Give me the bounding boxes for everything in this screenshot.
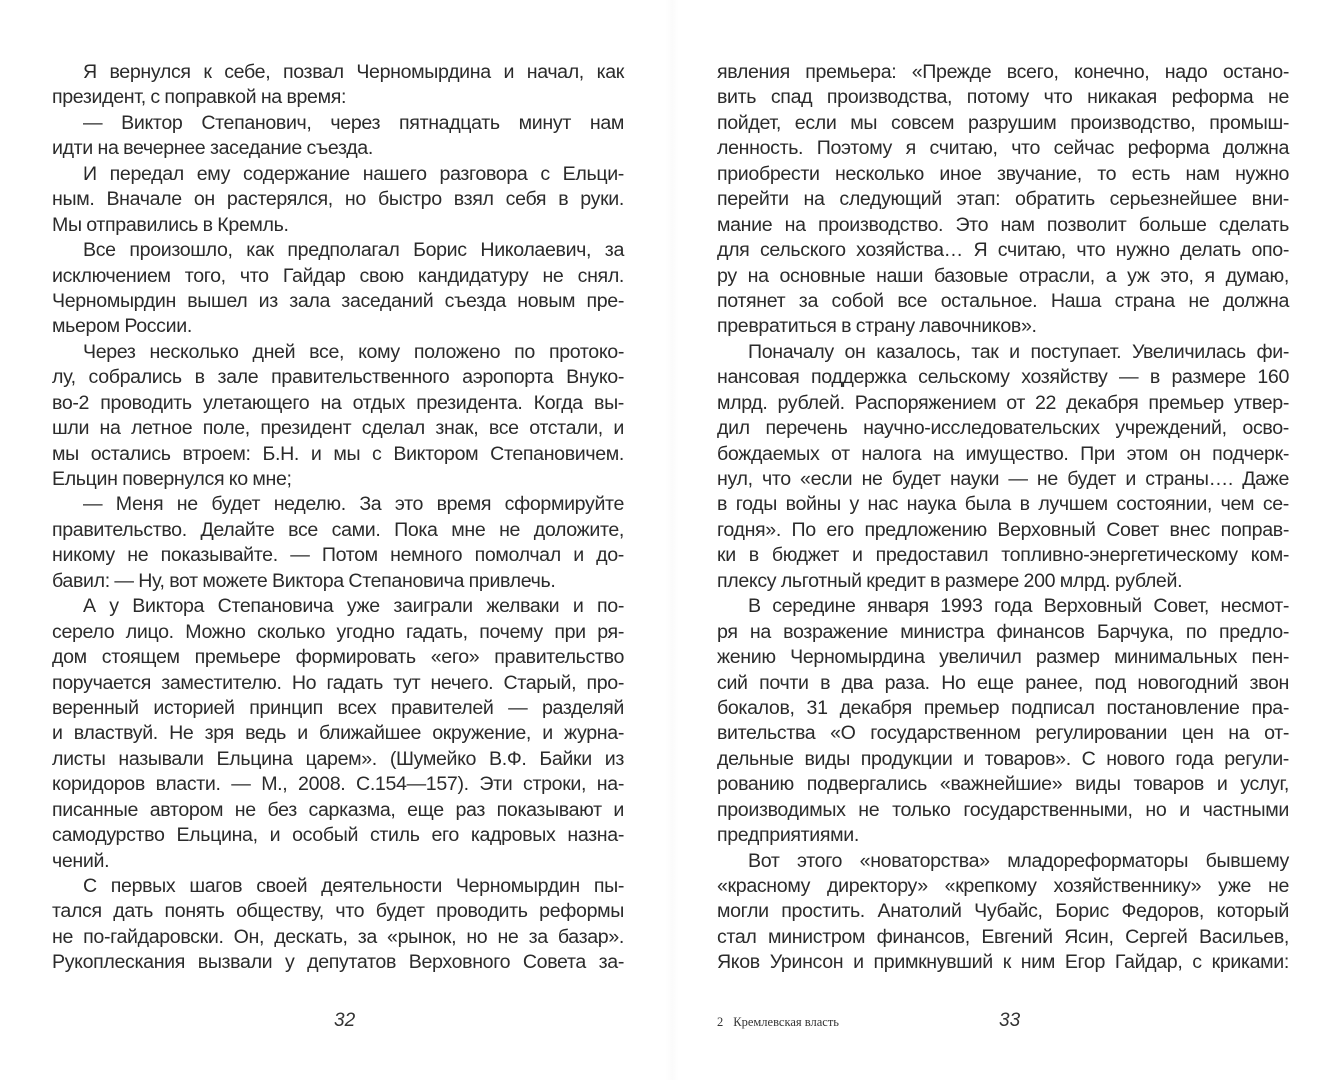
printer-signature-mark xyxy=(717,1015,849,1030)
text-line: Яков Уринсон и примкнувший к ним Егор Гайдар, с криками: xyxy=(717,951,1289,974)
text-line: стал министром финансов, Евгений Ясин, Сергей Васильев, xyxy=(717,925,1289,948)
text-line: явления премьера: «Прежде всего, конечно, надо остано- xyxy=(717,61,1289,83)
text-line: поручается заместителю. Но гадать тут нечего. Старый, про- xyxy=(52,671,624,694)
text-line: и властвуй. Не зря ведь и ближайшее окружение, и журна- xyxy=(52,722,624,745)
text-line: самодурство Ельцина, и особый стиль его кадровых назна- xyxy=(52,824,624,847)
text-line: «красному директору» «крепкому хозяйственнику» уже не xyxy=(717,875,1289,897)
text-line: ря на возражение министра финансов Барчука, по предло- xyxy=(717,620,1289,643)
text-line: лу, собрались в зале правительственного аэропорта Внуко- xyxy=(52,366,624,389)
text-line: тался дать понять обществу, что будет проводить реформы xyxy=(52,900,624,923)
signature-number: 2 xyxy=(717,1015,724,1029)
text-line: млрд. рублей. Распоряжением от 22 декабря премьер утвер- xyxy=(717,391,1289,414)
text-line: коридоров власти. — М., 2008. С.154—157). Эти строки, на- xyxy=(52,773,624,796)
text-line: годня». По его предложению Верховный Совет внес поправ- xyxy=(717,518,1289,541)
text-line: нансовая поддержка сельскому хозяйству — в размере 160 xyxy=(717,366,1289,389)
text-line: С первых шагов своей деятельности Черномырдин пы- xyxy=(83,875,624,897)
text-line: Поначалу он казалось, так и поступает. Увеличилась фи- xyxy=(748,340,1289,363)
text-line: серело лицо. Можно сколько угодно гадать, почему при ря- xyxy=(52,620,624,643)
text-line: А у Виктора Степановича уже заиграли желваки и по- xyxy=(83,595,624,618)
text-line: — Меня не будет неделю. За это время сформируйте xyxy=(83,493,624,516)
text-line: потянет за собой все остальное. Наша страна не должна xyxy=(717,289,1289,312)
text-line: — Виктор Степанович, через пятнадцать минут нам xyxy=(83,111,624,134)
text-line: дом стоящем премьере формировать «его» правительство xyxy=(52,646,624,669)
text-line: плексу льготный кредит в размере 200 млрд. рублей. xyxy=(717,569,1183,592)
text-line: нул, что «если не будет науки — не будет и страны…. Даже xyxy=(717,468,1289,490)
text-line: бождаемых от налога на имущество. При этом он подчерк- xyxy=(717,442,1289,465)
text-line: мьером России. xyxy=(52,315,192,338)
text-line: в годы войны у нас наука была в лучшем состоянии, чем се- xyxy=(717,493,1289,516)
text-line: сий почти в два раза. Но еще ранее, под новогодний звон xyxy=(717,671,1289,694)
text-line: Рукоплескания вызвали у депутатов Верховного Совета за- xyxy=(52,951,624,974)
text-line: ленность. Поэтому я считаю, что сейчас реформа должна xyxy=(717,137,1289,160)
text-line: вительства «О государственном регулировании цен на от- xyxy=(717,722,1289,745)
text-line: перейти на следующий этап: обратить серьезнейшее вни- xyxy=(717,188,1289,211)
text-line: производимых не только государственными, но и частными xyxy=(717,798,1289,821)
text-line: Все произошло, как предполагал Борис Николаевич, за xyxy=(83,239,624,262)
text-line: жению Черномырдина увеличил размер минимальных пен- xyxy=(717,646,1289,669)
text-line: исключением того, что Гайдар свою кандидатуру не снял. xyxy=(52,264,624,287)
text-line: веренный историей принцип всех правителей — разделяй xyxy=(52,696,624,719)
text-line: президент, с поправкой на время: xyxy=(52,86,347,109)
signature-title: Кремлевская власть xyxy=(733,1015,839,1029)
text-line: мы остались втроем: Б.Н. и мы с Виктором Степановичем. xyxy=(52,442,624,465)
text-line: рованию подвергались «важнейшие» виды товаров и услуг, xyxy=(717,773,1289,796)
text-line: писанные автором не без сарказма, еще раз показывают и xyxy=(52,798,624,821)
text-line: И передал ему содержание нашего разговора с Ельци- xyxy=(83,162,624,185)
text-line: никому не показывайте. — Потом немного помолчал и до- xyxy=(52,544,624,567)
text-line: Через несколько дней все, кому положено по протоко- xyxy=(83,340,624,363)
text-line: приобрести несколько иное звучание, то есть нам нужно xyxy=(717,162,1289,185)
text-line: дельные виды продукции и товаров». С нового года регули- xyxy=(717,747,1289,770)
text-line: идти на вечернее заседание съезда. xyxy=(52,137,373,160)
text-line: правительство. Делайте все сами. Пока мне не доложите, xyxy=(52,518,624,541)
text-line: Мы отправились в Кремль. xyxy=(52,213,289,236)
text-line: шли на летное поле, президент сделал знак, все отстали, и xyxy=(52,417,624,440)
text-line: листы называли Ельцина царем». (Шумейко В.Ф. Байки из xyxy=(52,747,624,770)
text-line: Вот этого «новаторства» младореформаторы бывшему xyxy=(748,849,1289,872)
text-line: Черномырдин вышел из зала заседаний съезда новым пре- xyxy=(52,289,624,312)
text-line: вить спад производства, потому что никакая реформа не xyxy=(717,86,1289,109)
text-line: Я вернулся к себе, позвал Черномырдина и начал, как xyxy=(83,61,624,83)
right-page-body xyxy=(717,60,1289,976)
text-line: мание на производство. Это нам позволит больше сделать xyxy=(717,213,1289,236)
text-line: пойдет, если мы совсем разрушим производство, промыш- xyxy=(717,111,1289,134)
text-line: бавил: — Ну, вот можете Виктора Степановича привлечь. xyxy=(52,569,556,592)
right-page-number: 33 xyxy=(999,1010,1021,1031)
text-line: дил перечень научно-исследовательских учреждений, осво- xyxy=(717,417,1289,440)
right-page xyxy=(717,60,1289,976)
text-line: предприятиями. xyxy=(717,824,859,847)
left-page xyxy=(52,60,624,976)
book-gutter xyxy=(665,0,679,1080)
text-line: бокалов, 31 декабря премьер подписал постановление пра- xyxy=(717,696,1289,719)
text-line: ру на основные наши базовые отрасли, а уж это, я думаю, xyxy=(717,264,1289,287)
text-line: чений. xyxy=(52,849,110,872)
left-page-body xyxy=(52,60,624,976)
left-page-number: 32 xyxy=(334,1010,356,1031)
text-line: ным. Вначале он растерялся, но быстро взял себя в руки. xyxy=(52,188,624,211)
text-line: В середине января 1993 года Верховный Совет, несмот- xyxy=(748,595,1289,618)
text-line: ки в бюджет и предоставил топливно-энергетическому ком- xyxy=(717,544,1289,567)
text-line: не по-гайдаровски. Он, дескать, за «рынок, но не за базар». xyxy=(52,925,624,948)
text-line: во-2 проводить улетающего на отдых президента. Когда вы- xyxy=(52,391,624,414)
text-line: Ельцин повернулся ко мне; xyxy=(52,468,292,490)
text-line: превратиться в страну лавочников». xyxy=(717,315,1037,338)
text-line: могли простить. Анатолий Чубайс, Борис Федоров, который xyxy=(717,900,1289,923)
text-line: для сельского хозяйства… Я считаю, что нужно делать опо- xyxy=(717,239,1289,262)
